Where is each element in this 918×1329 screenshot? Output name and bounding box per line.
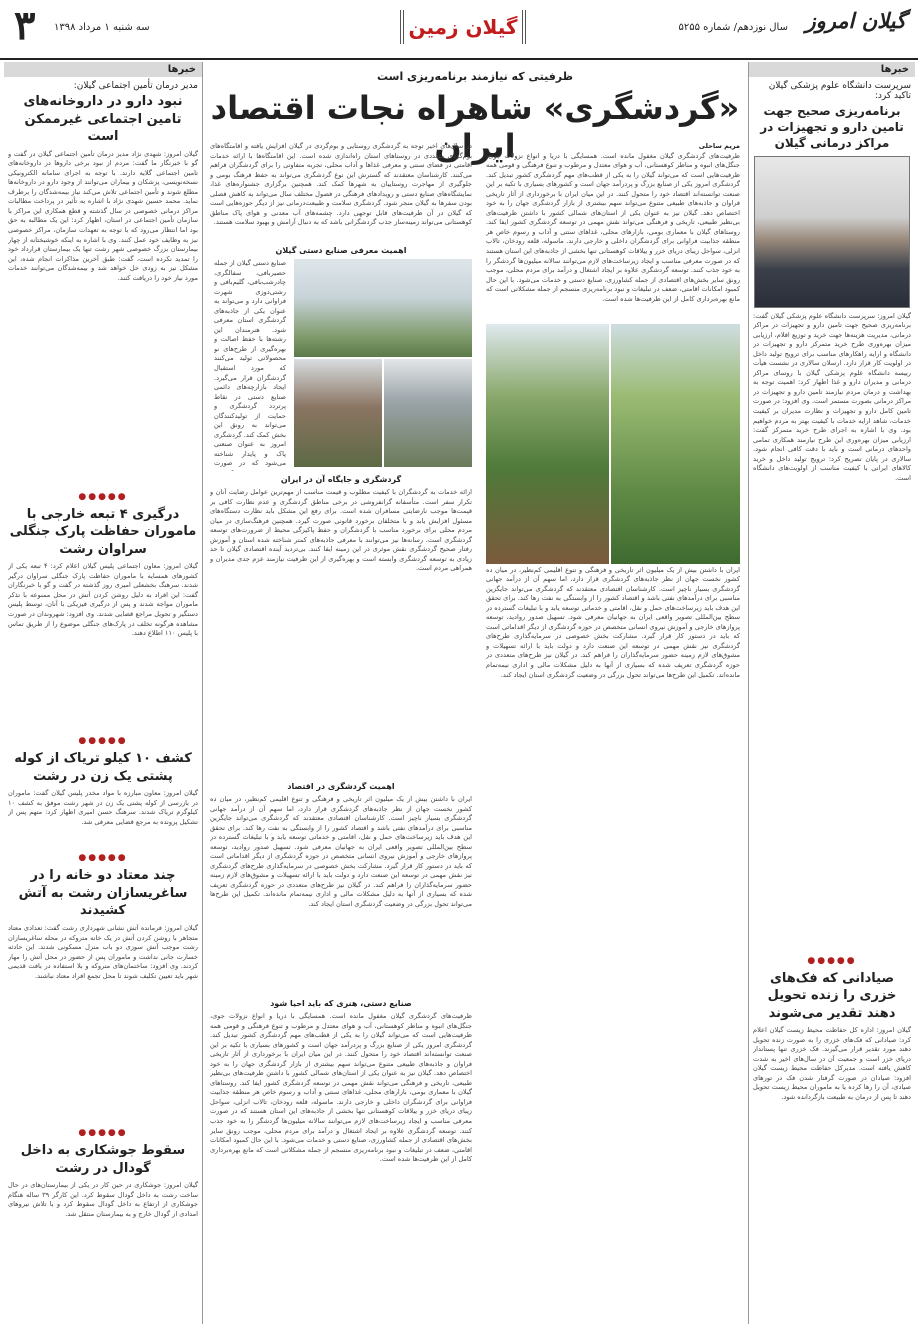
page-header [0, 0, 918, 60]
divider: ●●●●● [78, 736, 128, 747]
page-number: ۳ [14, 2, 36, 49]
feature-body: ظرفیت‌های گردشگری گیلان مغفول مانده است. همسایگی با دریا و انواع نزولات جوی، جنگل‌های انبوه و مناظر کوهستانی، آب و هوای معتدل و مرطوب و تنوع فرهنگی و قومی همه ظرفیت‌هایی است که می‌تواند گیلان را به یکی از قطب‌های مهم گردشگری کشور تبدیل کند. گردشگری امروز یکی از صنایع بزرگ و پردرآمد جهان است و کشورهای بسیاری با تکیه بر این صنعت توانسته‌اند اقتصاد خود را متحول کنند. در این میان ایران با برخورداری از آثار تاریخی فراوان و جاذبه‌های طبیعی متنوع می‌تواند سهم بیشتری از بازار گردشگری جهان را به خود اختصاص دهد. گیلان نیز به عنوان یکی از استان‌های شمالی کشور با داشتن ظرفیت‌های بی‌نظیر طبیعی، تاریخی و فرهنگی می‌تواند نقش مهمی در توسعه گردشگری کشور ایفا کند. روستاهای گیلان با معماری بومی، بازارهای محلی، غذاهای سنتی و آداب و رسوم خاص هر منطقه جذابیت فراوانی برای گردشگران داخلی و خارجی دارند. ماسوله، قلعه رودخان، تالاب انزلی، سواحل زیبای دریای خزر و ییلاقات کوهستانی تنها بخشی از جاذبه‌های این استان هستند که در صورت معرفی مناسب و ایجاد زیرساخت‌های لازم می‌توانند سالانه میلیون‌ها گردشگر را به خود جذب کنند. توسعه گردشگری علاوه بر ایجاد اشتغال و درآمد برای مردم محلی، موجب رونق سایر بخش‌های اقتصادی از جمله کشاورزی، صنایع دستی و خدمات می‌شود. با این حال کمبود امکانات اقامتی، ضعف در تبلیغات و نبود برنامه‌ریزی منسجم از جمله مشکلاتی است که مانع بهره‌برداری کامل از این ظرفیت‌ها شده است. [486, 151, 740, 303]
article-body: گیلان امروز: سرپرست دانشگاه علوم پزشکی گیلان گفت: برنامه‌ریزی صحیح جهت تامین دارو و تجهیزات در مراکز درمانی، مدیریت هزینه‌ها جهت خرید و توزیع اقلام، ارزیابی میزان بهره‌وری طرح خرید متمرکز دارو و تجهیزات در دانشگاه و ارایه راهکارهای مناسب برای ترویج تولید داخل در اولویت کار قرار دارد. ارسلان سالاری در نشست هیأت رییسه دانشگاه علوم پزشکی گیلان با روسای مراکز درمانی و مدیران دارو و غذا اظهار کرد: اهمیت توجه به بهداشت و درمان مردم نیازمند تامین دارو و تجهیزات در مراکز درمانی بصورت مستمر است. وی افزود: در صورت تامین کامل دارو و تجهیزات و نظارت مدیران بر کیفیت خدمات، شاهد ارایه خدمات با کیفیت بهتر به مردم خواهیم بود. وی با اشاره به اجرای طرح خرید متمرکز گفت: ارزیابی میزان بهره‌وری این طرح نیازمند همکاری تمامی واحدهای درمانی است و باید با دقت کافی انجام شود. سالاری در پایان تصریح کرد: ترویج تولید داخل و خرید کالاهای ایرانی با کیفیت مناسب از اولویت‌های دانشگاه است. [753, 311, 911, 482]
village-houses-photo [294, 359, 382, 467]
feature-body: ظرفیت‌های گردشگری گیلان مغفول مانده است. همسایگی با دریا و انواع نزولات جوی، جنگل‌های انبوه و مناظر کوهستانی، آب و هوای معتدل و مرطوب و تنوع فرهنگی و قومی همه ظرفیت‌هایی است که می‌تواند گیلان را به یکی از قطب‌های مهم گردشگری کشور تبدیل کند. گردشگری امروز یکی از صنایع بزرگ و پردرآمد جهان است و کشورهای بسیاری با تکیه بر این صنعت توانسته‌اند اقتصاد خود را متحول کنند. در این میان ایران با برخورداری از آثار تاریخی فراوان و جاذبه‌های طبیعی متنوع می‌تواند سهم بیشتری از بازار گردشگری جهان را به خود اختصاص دهد. گیلان نیز به عنوان یکی از استان‌های شمالی کشور با داشتن ظرفیت‌های بی‌نظیر طبیعی، تاریخی و فرهنگی می‌تواند نقش مهمی در توسعه گردشگری کشور ایفا کند. روستاهای گیلان با معماری بومی، بازارهای محلی، غذاهای سنتی و آداب و رسوم خاص هر منطقه جذابیت فراوانی برای گردشگران داخلی و خارجی دارند. ماسوله، قلعه رودخان، تالاب انزلی، سواحل زیبای دریای خزر و ییلاقات کوهستانی تنها بخشی از جاذبه‌های این استان هستند که در صورت معرفی مناسب و ایجاد زیرساخت‌های لازم می‌توانند سالانه میلیون‌ها گردشگر را به خود جذب کنند. توسعه گردشگری علاوه بر ایجاد اشتغال و درآمد برای مردم محلی، موجب رونق سایر بخش‌های اقتصادی از جمله کشاورزی، صنایع دستی و خدمات می‌شود. با این حال کمبود امکانات اقامتی، ضعف در تبلیغات و نبود برنامه‌ریزی منسجم از جمله مشکلاتی است که مانع بهره‌برداری کامل از این ظرفیت‌ها شده است. [210, 1012, 472, 1164]
section-title: گیلان زمین [400, 10, 526, 44]
feature-article [206, 62, 744, 1324]
feature-body: ایران با داشتن بیش از یک میلیون اثر تاریخی و فرهنگی و تنوع اقلیمی کم‌نظیر، در میان ده کشور نخست جهان از نظر جاذبه‌های گردشگری قرار دارد، اما سهم آن از درآمد جهانی گردشگری بسیار ناچیز است. کارشناسان اقتصادی معتقدند که گردشگری می‌تواند جایگزین مناسبی برای درآمدهای نفتی باشد و اقتصاد کشور را از وابستگی به نفت رها کند. برای تحقق این هدف باید زیرساخت‌های حمل و نقل، اقامتی و خدماتی توسعه یابد و با تبلیغات گسترده در سطح بین‌المللی تصویر واقعی ایران به جهانیان معرفی شود. تسهیل صدور روادید، توسعه پروازهای خارجی و آموزش نیروی انسانی متخصص در حوزه گردشگری از دیگر اقداماتی است که باید در دستور کار قرار گیرد. مشارکت بخش خصوصی در سرمایه‌گذاری طرح‌های گردشگری نیز نقش مهمی در توسعه این صنعت دارد و دولت باید با ارائه تسهیلات و مشوق‌های لازم زمینه حضور سرمایه‌گذاران را فراهم کند. در گیلان نیز طرح‌های متعددی در حوزه گردشگری تعریف شده که بسیاری از آنها به دلیل مشکلات مالی و اداری نیمه‌تمام مانده‌اند. تکمیل این طرح‌ها می‌تواند تحول بزرگی در وضعیت گردشگری استان ایجاد کند. [486, 565, 740, 679]
feature-body: صنایع دستی گیلان از جمله حصیربافی، سفالگری، چادرشب‌بافی، گلیم‌بافی و رشتی‌دوزی شهرت فراوانی دارد و می‌تواند به عنوان یکی از جاذبه‌های گردشگری استان معرفی شود. هنرمندان این رشته‌ها با حفظ اصالت و بهره‌گیری از طرح‌های نو محصولاتی تولید می‌کنند که مورد استقبال گردشگران قرار می‌گیرد. ایجاد بازارچه‌های دائمی صنایع دستی در نقاط پرتردد گردشگری و حمایت از تولیدکنندگان می‌تواند به رونق این بخش کمک کند. گردشگری امروز به عنوان صنعتی پاک و پایدار شناخته می‌شود که در صورت [214, 259, 286, 468]
divider: ●●●●● [78, 853, 128, 864]
article-headline: چند معتاد دو خانه را در ساغریسازان رشت به آتش کشیدند [18, 868, 188, 919]
feature-photo-group [210, 259, 472, 471]
article-headline: سقوط جوشکاری به داخل گودال در رشت [20, 1143, 186, 1176]
divider: ●●●●● [78, 491, 128, 502]
mountain-photo [486, 324, 609, 564]
feature-byline: مریم ساحلی [698, 142, 740, 150]
feature-subheading: گردشگری و جایگاه آن در ایران [280, 475, 402, 484]
right-news-column [748, 62, 915, 1324]
photo-pair [294, 359, 472, 467]
divider: ●●●●● [78, 1128, 128, 1139]
photo-caption-column [210, 259, 290, 471]
feature-column-left [206, 142, 476, 1324]
article-body: گیلان امروز: شهدی نژاد مدیر درمان تأمین اجتماعی گیلان در گفت و گو با خبرنگار ما گفت: مردم از نبود برخی داروها در داروخانه‌های تامین اجتماعی گلایه دارند. با توجه به اجرای سامانه الکترونیکی نسخه‌نویسی، پزشکان و بیماران می‌توانند از وجود دارو در داروخانه‌ها مطلع شوند و تأمین اجتماعی تلاش می‌کند نیاز بیمه‌شدگان را برطرف نماید. محمد حسین شهدی نژاد با اشاره به تأثیر در پرداخت مطالبات مراکز درمانی خصوصی در سال گذشته و قطع همکاری این مراکز با سازمان تأمین اجتماعی در استان، اظهار کرد: این یک مطالبه به حق بود اما انتظار می‌رود که با توجه به تعهدات سازمان، مراکز خصوصی نیز به وظایف خود عمل کنند. وی با اشاره به اینکه خوشبختانه از چهار بیمارستان بزرگ خصوصی شهر رشت تنها یک بیمارستان قرارداد خود را تمدید نکرده است، گفت: طبق آخرین مذاکرات انجام شده، این مشکل نیز به زودی حل خواهد شد و بیمه‌شدگان می‌توانند خدمات مورد نیاز خود را دریافت کنند. [8, 149, 198, 282]
issue-text: سال نوزدهم/ شماره ۵۲۵۵ [678, 22, 788, 33]
photo-stack [294, 259, 472, 471]
divider: ●●●●● [807, 955, 857, 966]
misty-peaks-photo [384, 359, 472, 467]
feature-subheading: صنایع دستی، هنری که باید احیا شود [270, 999, 412, 1008]
article-body: گیلان امروز: معاون مبارزه با مواد مخدر پلیس گیلان گفت: ماموران در بازرسی از کوله پشتی یک زن در شهر رشت موفق به کشف ۱۰ کیلوگرم تریاک شدند. سرهنگ حسن امیری اظهار کرد: متهم پس از تشکیل پرونده به مرجع قضایی معرفی شد. [8, 789, 198, 827]
column-label: خبرها [4, 62, 202, 77]
feature-photo-row [486, 324, 740, 564]
column-label: خبرها [749, 62, 915, 77]
feature-kicker: ظرفیتی که نیازمند برنامه‌ریزی است [377, 70, 573, 83]
article-kicker: سرپرست دانشگاه علوم پزشکی گیلان تاکید کرد: [768, 81, 911, 101]
article-kicker: مدیر درمان تأمین اجتماعی گیلان: [73, 81, 198, 91]
article-headline: صیادانی که فک‌های خزری را زنده تحویل دهند تقدیر می‌شوند [767, 970, 897, 1021]
feature-subheading: اهمیت معرفی صنایع دستی گیلان [275, 246, 407, 255]
article-body: گیلان امروز: معاون اجتماعی پلیس گیلان اعلام کرد: ۴ تبعه یکی از کشورهای همسایه با ماموران حفاظت پارک جنگلی سراوان درگیر شدند. سرهنگ بخشعلی امیری روز گذشته در گفت و گو با خبرنگاران گفت: این افراد به دلیل روشن کردن آتش در محل ممنوعه با تذکر ماموران مواجه شدند و پس از درگیری فیزیکی با آنان، توسط پلیس دستگیر و تحویل مراجع قضایی شدند. وی افزود: شهروندان در صورت مشاهده هرگونه تخلف در پارک‌های جنگلی موضوع را از طریق تماس با پلیس ۱۱۰ اطلاع دهند. [8, 562, 198, 638]
date-text: سه شنبه ۱ مرداد ۱۳۹۸ [54, 22, 150, 33]
article-body: گیلان امروز: فرمانده آتش نشانی شهرداری رشت گفت: تعدادی معتاد متجاهر با روشن کردن آتش در یک خانه متروکه در محله ساغریسازان رشت موجب آتش سوزی دو باب منزل مسکونی شدند. این حادثه خسارت جانی نداشت و ماموران پس از حضور در محل آتش را مهار کردند. وی افزود: ساختمان‌های متروکه و بلا استفاده در بافت قدیمی شهر باید تعیین تکلیف شوند تا محل تجمع افراد معتاد نباشند. [8, 924, 198, 980]
feature-headline: «گردشگری» شاهراه نجات اقتصاد ایران [210, 89, 740, 165]
article-body: گیلان امروز: اداره کل حفاظت محیط زیست گیلان اعلام کرد: صیادانی که فک‌های خزری را به صورت زنده تحویل دهند مورد تقدیر قرار می‌گیرند. فک خزری تنها پستاندار دریای خزر است و جمعیت آن در سال‌های اخیر به شدت کاهش یافته است. مدیرکل حفاظت محیط زیست گیلان افزود: صیادان در صورت گرفتار شدن فک در تورهای صیادی، آن را رها کرده یا به ماموران محیط زیست تحویل دهند تا پس از درمان به طبیعت بازگردانده شود. [753, 1026, 911, 1102]
feature-subheading: اهمیت گردشگری در اقتصاد [287, 782, 395, 791]
article-headline: نبود دارو در داروخانه‌های تامین اجتماعی غیرممکن است [23, 94, 183, 145]
feature-body: در سال‌های اخیر توجه به گردشگری روستایی و بوم‌گردی در گیلان افزایش یافته و اقامتگاه‌های بوم‌گردی متعددی در روستاهای استان راه‌اندازی شده است. این اقامتگاه‌ها با ارائه خدمات اقامتی در فضای سنتی و معرفی غذاها و آداب محلی، تجربه متفاوتی را برای گردشگران فراهم می‌کنند. کارشناسان معتقدند که گسترش این نوع گردشگری می‌تواند به حفظ فرهنگ بومی و جلوگیری از مهاجرت روستاییان به شهرها کمک کند. همچنین برگزاری جشنواره‌های غذا، نمایشگاه‌های صنایع دستی و رویدادهای فرهنگی در فصول مختلف سال می‌تواند به کاهش فصلی بودن سفرها به گیلان منجر شود. گردشگری سلامت و طبیعت‌درمانی نیز از دیگر حوزه‌هایی است که گیلان در آن ظرفیت‌های قابل توجهی دارد. چشمه‌های آب معدنی و هوای پاک مناطق کوهستانی می‌تواند زمینه‌ساز جذب گردشگرانی باشد که به دنبال آرامش و بهبود سلامت هستند. [210, 142, 472, 227]
feature-body: ارائه خدمات به گردشگران با کیفیت مطلوب و قیمت مناسب از مهم‌ترین عوامل رضایت آنان و تکرار سفر است. متأسفانه گرانفروشی در برخی مناطق گردشگری و عدم نظارت کافی بر قیمت‌ها موجب نارضایتی مسافران شده است. برای رفع این مشکل باید نظارت دستگاه‌های مسئول افزایش یابد و با متخلفان برخورد قانونی صورت گیرد. همچنین فرهنگ‌سازی در میان مردم محلی برای برخورد مناسب با گردشگران و حفظ پاکیزگی محیط از ضرورت‌های توسعه گردشگری است. رسانه‌ها نیز می‌توانند با معرفی جاذبه‌های کمتر شناخته شده استان و آموزش رفتار صحیح گردشگری نقش موثری در این زمینه ایفا کنند. بی‌تردید آینده اقتصادی گیلان تا حد زیادی به توسعه گردشگری وابسته است و بهره‌گیری از این ظرفیت نیازمند عزم جدی مدیران و همراهی مردم است. [210, 488, 472, 573]
forest-fog-photo [294, 259, 472, 357]
feature-body: ایران با داشتن بیش از یک میلیون اثر تاریخی و فرهنگی و تنوع اقلیمی کم‌نظیر، در میان ده کشور نخست جهان از نظر جاذبه‌های گردشگری قرار دارد، اما سهم آن از درآمد جهانی گردشگری بسیار ناچیز است. کارشناسان اقتصادی معتقدند که گردشگری می‌تواند جایگزین مناسبی برای درآمدهای نفتی باشد و اقتصاد کشور را از وابستگی به نفت رها کند. برای تحقق این هدف باید زیرساخت‌های حمل و نقل، اقامتی و خدماتی توسعه یابد و با تبلیغات گسترده در سطح بین‌المللی تصویر واقعی ایران به جهانیان معرفی شود. تسهیل صدور روادید، توسعه پروازهای خارجی و آموزش نیروی انسانی متخصص در حوزه گردشگری از دیگر اقداماتی است که باید در دستور کار قرار گیرد. مشارکت بخش خصوصی در سرمایه‌گذاری طرح‌های گردشگری نیز نقش مهمی در توسعه این صنعت دارد و دولت باید با ارائه تسهیلات و مشوق‌های لازم زمینه حضور سرمایه‌گذاران را فراهم کند. در گیلان نیز طرح‌های متعددی در حوزه گردشگری تعریف شده که بسیاری از آنها به دلیل مشکلات مالی و اداری نیمه‌تمام مانده‌اند. تکمیل این طرح‌ها می‌تواند تحول بزرگی در وضعیت گردشگری استان ایجاد کند. [210, 795, 472, 909]
article-headline: برنامه‌ریزی صحیح جهت تامین دارو و تجهیزات در مراکز درمانی گیلان [760, 104, 904, 151]
feature-columns [206, 142, 744, 1324]
article-headline: کشف ۱۰ کیلو تریاک از کوله پشتی یک زن در رشت [14, 751, 192, 784]
official-portrait-photo [754, 156, 910, 308]
feature-column-right [482, 142, 744, 1324]
valley-photo [611, 324, 740, 564]
article-body: گیلان امروز: جوشکاری در حین کار در یکی از بیمارستان‌های در حال ساخت رشت به داخل گودال سقوط کرد. این کارگر ۳۹ ساله هنگام جوشکاری از ارتفاع به داخل گودال سقوط کرد و با تلاش نیروهای امدادی از گودال خارج و به بیمارستان منتقل شد. [8, 1181, 198, 1218]
newspaper-logo: گیلان امروز [805, 8, 906, 33]
left-news-column [4, 62, 203, 1324]
article-headline: درگیری ۴ تبعه خارجی با ماموران حفاظت پارک جنگلی سراوان رشت [9, 506, 197, 557]
